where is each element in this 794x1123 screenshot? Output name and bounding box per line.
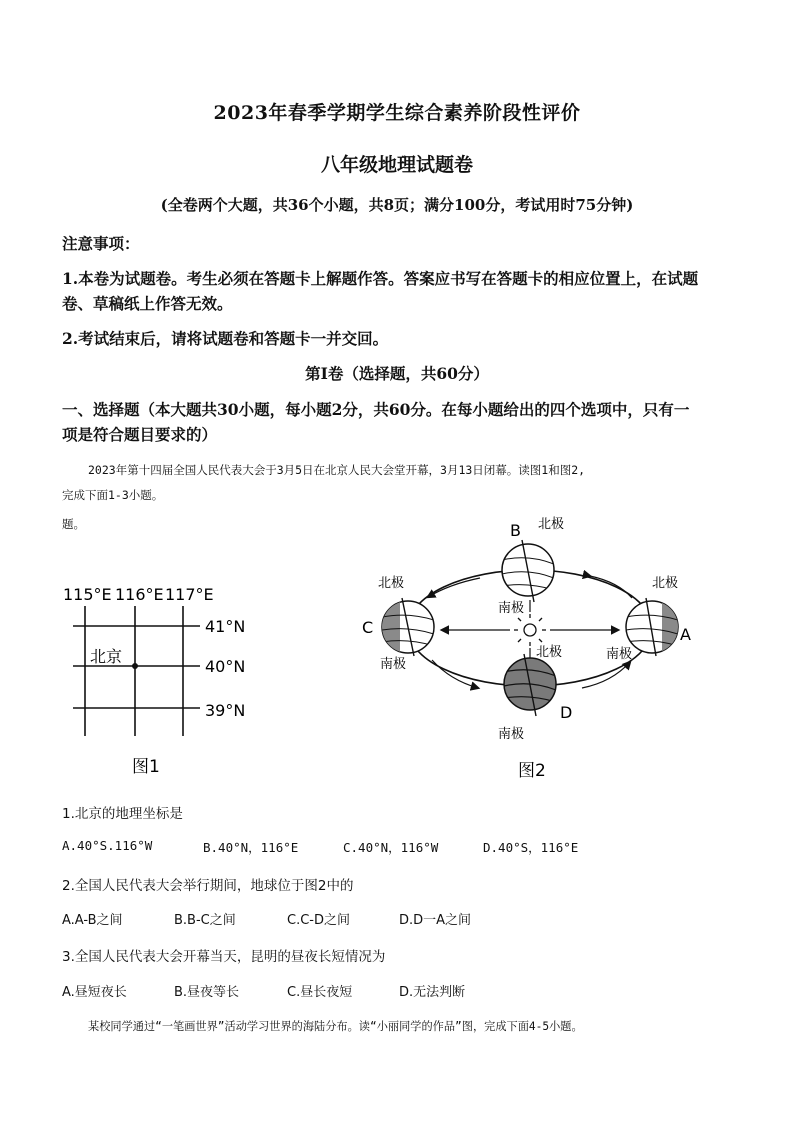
passage-line-1: 2023年第十四届全国人民代表大会于3月5日在北京人民大会堂开幕，3月13日闭幕。读图1和图2, (88, 463, 586, 477)
question-2-stem: 2.全国人民代表大会举行期间，地球位于图2中的 (62, 878, 354, 894)
label-b: B (510, 521, 521, 540)
south-pole-label-a: 南极 (606, 647, 633, 662)
figure-1-grid-map (55, 578, 275, 788)
question-1-option-a: A.40°S.116°W (62, 838, 153, 853)
notice-heading: 注意事项： (62, 234, 140, 253)
label-a: A (680, 625, 691, 644)
south-pole-label-b: 南极 (498, 601, 525, 616)
question-1-stem: 1.北京的地理坐标是 (62, 806, 183, 822)
notice-item-2: 2.考试结束后，请将试题卷和答题卡一并交回。 (62, 329, 389, 348)
lon-label-115: 115°E (63, 585, 112, 604)
question-3-option-a: A.昼短夜长 (62, 985, 127, 1000)
earth-position-b (502, 540, 554, 602)
question-2-option-d: D.D一A之间 (399, 913, 472, 928)
question-3-option-b: B.昼夜等长 (174, 985, 240, 1000)
exam-meta: (全卷两个大题，共36个小题，共8页；满分100分，考试用时75分钟) (160, 196, 634, 214)
sun-icon (514, 614, 546, 646)
question-2-option-c: C.C-D之间 (287, 913, 350, 928)
lat-label-40: 40°N (205, 657, 246, 676)
figure-1-caption: 图1 (132, 757, 160, 777)
notice-item-1-line-2: 卷、草稿纸上作答无效。 (62, 294, 233, 313)
lon-label-116: 116°E (115, 585, 164, 604)
south-pole-label-d: 南极 (498, 727, 525, 742)
notice-item-1-line-1: 1.本卷为试题卷。考生必须在答题卡上解题作答。答案应书写在答题卡的相应位置上，在试题 (62, 269, 699, 288)
question-2-option-a: A.A-B之间 (62, 913, 123, 928)
figure-2-caption: 图2 (518, 761, 546, 781)
page-subtitle: 八年级地理试题卷 (320, 154, 473, 176)
footer-passage: 某校同学通过“一笔画世界”活动学习世界的海陆分布。读“小丽同学的作品”图，完成下面4-5小题。 (88, 1020, 583, 1033)
north-pole-label-a: 北极 (652, 576, 679, 591)
earth-position-d (504, 654, 556, 716)
figure-2-earth-orbit (350, 512, 710, 787)
north-pole-label-d: 北极 (536, 645, 563, 660)
lon-label-117: 117°E (165, 585, 214, 604)
question-3-option-c: C.昼长夜短 (287, 985, 353, 1000)
beijing-point (132, 663, 138, 669)
south-pole-label-c: 南极 (380, 657, 407, 672)
section-intro-line-1: 一、选择题（本大题共30小题，每小题2分，共60分。在每小题给出的四个选项中，只有一 (62, 400, 690, 419)
earth-position-c (380, 597, 434, 657)
passage-line-2: 完成下面1-3小题。 (62, 488, 164, 502)
question-3-stem: 3.全国人民代表大会开幕当天，昆明的昼夜长短情况为 (62, 949, 386, 965)
city-label-beijing: 北京 (90, 647, 123, 666)
section-intro-line-2: 项是符合题目要求的） (62, 425, 218, 444)
label-d: D (560, 703, 573, 722)
question-1-option-b: B.40°N，116°E (203, 840, 299, 855)
label-c: C (362, 618, 374, 637)
orbit-arrow-top (428, 578, 480, 597)
question-3-option-d: D.无法判断 (399, 985, 466, 1000)
north-pole-label-b: 北极 (538, 517, 565, 532)
question-1-option-d: D.40°S，116°E (483, 840, 579, 855)
north-pole-label-c: 北极 (378, 576, 405, 591)
section-title: 第Ⅰ卷（选择题，共60分） (305, 364, 489, 383)
lat-label-39: 39°N (205, 701, 246, 720)
passage-stray: 题。 (62, 517, 85, 531)
earth-position-a (626, 597, 684, 657)
lat-label-41: 41°N (205, 617, 246, 636)
question-2-option-b: B.B-C之间 (174, 913, 236, 928)
question-1-option-c: C.40°N，116°W (343, 840, 439, 855)
page-title: 2023年春季学期学生综合素养阶段性评价 (213, 102, 581, 124)
